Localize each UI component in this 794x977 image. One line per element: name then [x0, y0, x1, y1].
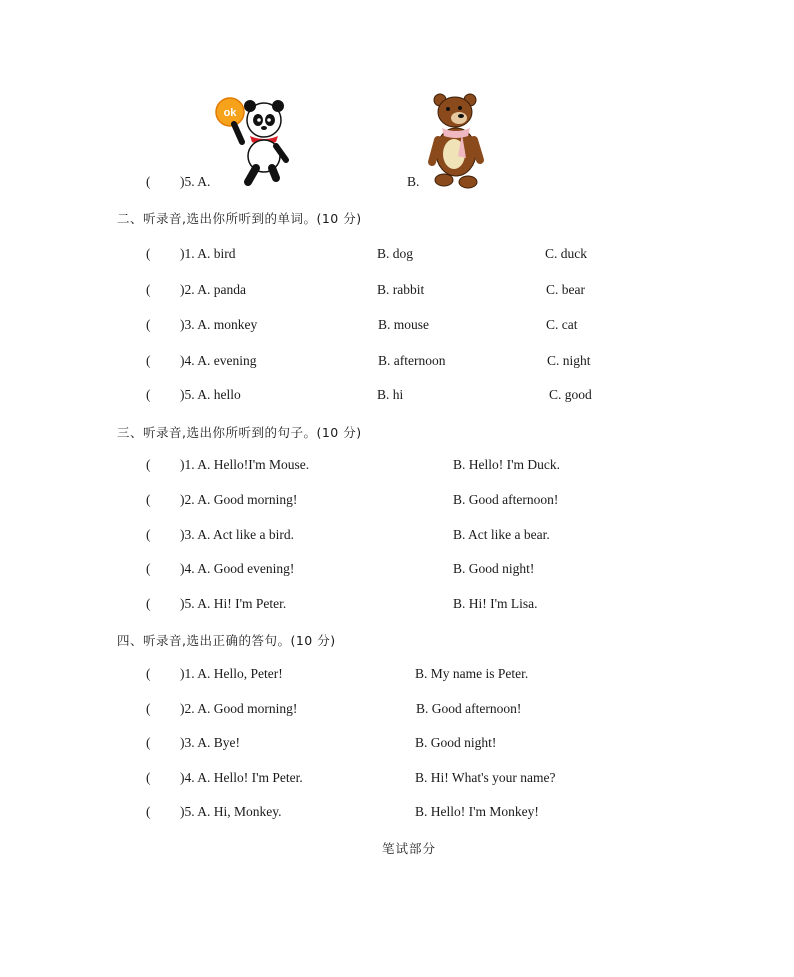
- s2-q4-option-b: B. afternoon: [378, 353, 446, 368]
- s3-q1-option-a: )1. A. Hello!I'm Mouse.: [180, 457, 310, 472]
- s4-q5-option-b: B. Hello! I'm Monkey!: [415, 804, 539, 819]
- s2-q3-option-c: C. cat: [546, 317, 578, 332]
- section-3-heading: 三、听录音,选出你所听到的句子。(10 分): [117, 425, 362, 440]
- answer-paren[interactable]: (: [146, 317, 151, 332]
- s2-q3-option-b: B. mouse: [378, 317, 430, 332]
- s3-q2-option-b: B. Good afternoon!: [453, 492, 559, 507]
- s4-q3-option-a: )3. A. Bye!: [180, 735, 240, 750]
- s2-q2-option-c: C. bear: [546, 282, 585, 297]
- option-b-label: B.: [407, 174, 420, 189]
- answer-paren[interactable]: (: [146, 701, 151, 716]
- s2-q1-option-a: )1. A. bird: [180, 246, 236, 261]
- s3-q5-option-a: )5. A. Hi! I'm Peter.: [180, 596, 287, 611]
- answer-paren[interactable]: (: [146, 282, 151, 297]
- s2-q2-option-a: )2. A. panda: [180, 282, 246, 297]
- s2-q1-option-b: B. dog: [377, 246, 414, 261]
- answer-paren[interactable]: (: [146, 596, 151, 611]
- question-5-label: )5. A.: [180, 174, 211, 189]
- answer-paren[interactable]: (: [146, 387, 151, 402]
- answer-paren[interactable]: (: [146, 527, 151, 542]
- s3-q3-option-b: B. Act like a bear.: [453, 527, 550, 542]
- s3-q3-option-a: )3. A. Act like a bird.: [180, 527, 294, 542]
- s2-q5-option-c: C. good: [549, 387, 592, 402]
- s2-q5-option-a: )5. A. hello: [180, 387, 241, 402]
- panda-image: [212, 94, 290, 190]
- answer-paren[interactable]: (: [146, 353, 151, 368]
- s4-q3-option-b: B. Good night!: [415, 735, 497, 750]
- answer-paren[interactable]: (: [146, 561, 151, 576]
- answer-paren[interactable]: (: [146, 492, 151, 507]
- bear-image: [426, 92, 488, 190]
- answer-paren[interactable]: (: [146, 804, 151, 819]
- answer-paren[interactable]: (: [146, 666, 151, 681]
- s4-q4-option-b: B. Hi! What's your name?: [415, 770, 556, 785]
- section-2-heading: 二、听录音,选出你所听到的单词。(10 分): [117, 211, 362, 226]
- s4-q2-option-b: B. Good afternoon!: [416, 701, 522, 716]
- s3-q5-option-b: B. Hi! I'm Lisa.: [453, 596, 538, 611]
- s4-q1-option-a: )1. A. Hello, Peter!: [180, 666, 283, 681]
- s2-q4-option-a: )4. A. evening: [180, 353, 257, 368]
- s4-q4-option-a: )4. A. Hello! I'm Peter.: [180, 770, 303, 785]
- s2-q4-option-c: C. night: [547, 353, 591, 368]
- s2-q5-option-b: B. hi: [377, 387, 404, 402]
- answer-paren[interactable]: (: [146, 735, 151, 750]
- s2-q2-option-b: B. rabbit: [377, 282, 425, 297]
- ok-ball-text: ok: [223, 107, 237, 119]
- answer-paren[interactable]: (: [146, 246, 151, 261]
- answer-paren[interactable]: (: [146, 174, 151, 189]
- answer-paren[interactable]: (: [146, 770, 151, 785]
- s2-q1-option-c: C. duck: [545, 246, 587, 261]
- answer-paren[interactable]: (: [146, 457, 151, 472]
- s3-q1-option-b: B. Hello! I'm Duck.: [453, 457, 561, 472]
- written-part-heading: 笔试部分: [382, 841, 437, 856]
- section-4-heading: 四、听录音,选出正确的答句。(10 分): [117, 633, 336, 648]
- s3-q4-option-b: B. Good night!: [453, 561, 535, 576]
- s4-q2-option-a: )2. A. Good morning!: [180, 701, 298, 716]
- s3-q4-option-a: )4. A. Good evening!: [180, 561, 295, 576]
- s2-q3-option-a: )3. A. monkey: [180, 317, 258, 332]
- s4-q5-option-a: )5. A. Hi, Monkey.: [180, 804, 282, 819]
- s4-q1-option-b: B. My name is Peter.: [415, 666, 529, 681]
- s3-q2-option-a: )2. A. Good morning!: [180, 492, 298, 507]
